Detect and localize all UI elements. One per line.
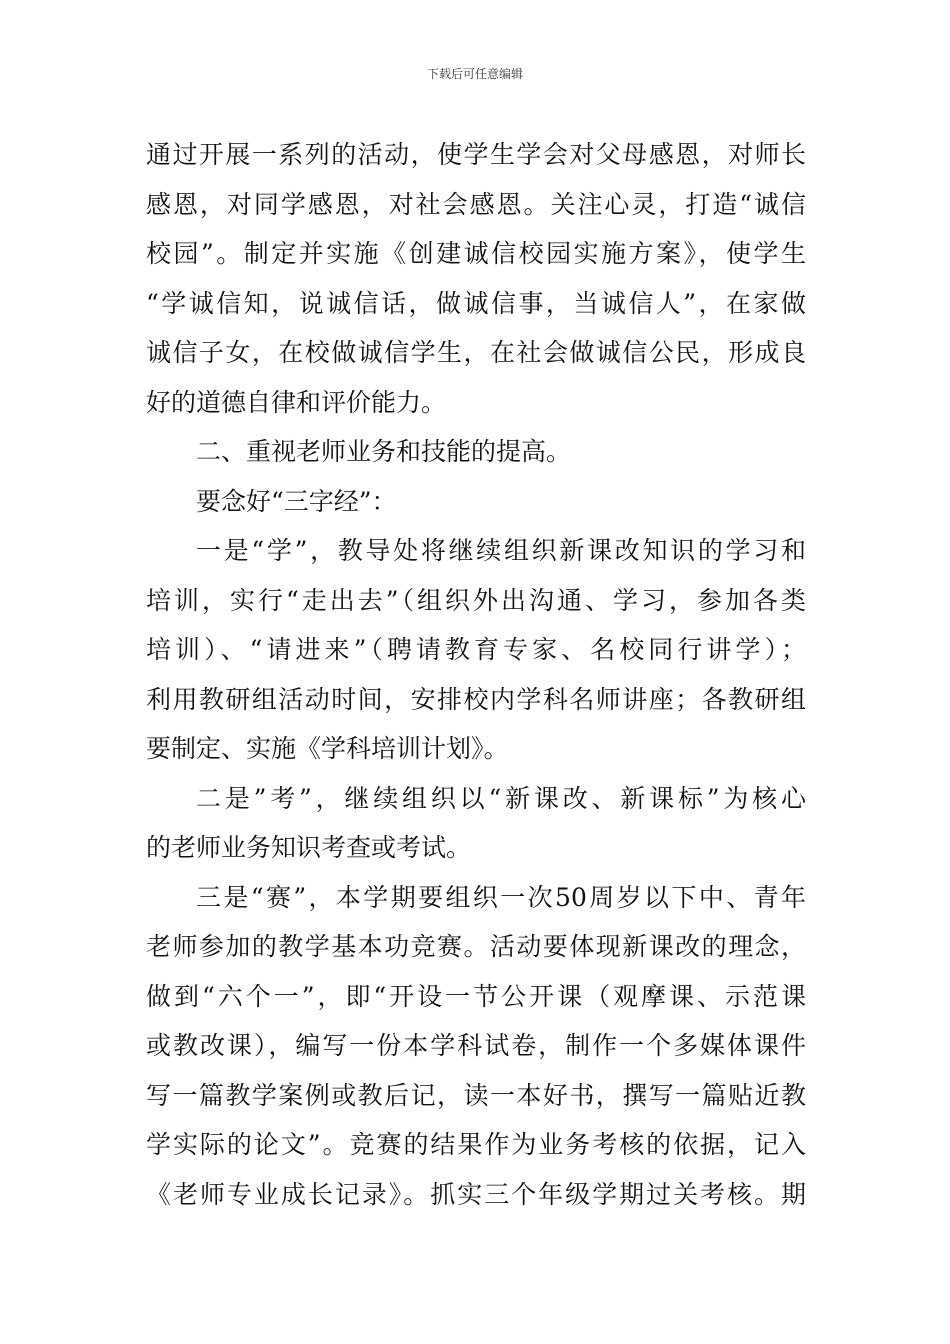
text-line: 要制定、实施《学科培训计划》。: [146, 734, 509, 763]
page-header: 下载后可任意编辑: [426, 67, 523, 81]
text-line: 感恩，对同学感恩，对社会感恩。关注心灵，打造“诚信: [146, 189, 806, 219]
text-line: “学诚信知，说诚信话，做诚信事，当诚信人”，在家做: [146, 288, 806, 318]
text-line: 或教改课），编写一份本学科试卷，制作一个多媒体课件: [146, 1031, 806, 1060]
text-line: 一是“学”，教导处将继续组织新课改知识的学习和: [196, 536, 806, 565]
text-line: 校园”。制定并实施《创建诚信校园实施方案》，使学生: [146, 239, 806, 268]
text-line: 做到“六个一”，即“开设一节公开课（观摩课、示范课: [146, 981, 806, 1011]
document-body: [146, 130, 806, 1219]
section-heading: 二、重视老师业务和技能的提高。: [196, 437, 572, 466]
text-line: 培训）、“请进来”（聘请教育专家、名校同行讲学）；: [146, 635, 806, 664]
text-line: 学实际的论文”。竞赛的结果作为业务考核的依据，记入: [146, 1130, 806, 1159]
text-line: 利用教研组活动时间，安排校内学科名师讲座；各教研组: [146, 684, 806, 714]
text-line: 的老师业务知识考查或考试。: [146, 833, 472, 862]
text-line: 要念好“三字经”：: [196, 486, 397, 516]
text-line: 二是”考”，继续组织以“新课改、新课标”为核心: [196, 783, 806, 813]
text-line: 通过开展一系列的活动，使学生学会对父母感恩，对师长: [146, 140, 806, 169]
text-line: 诚信子女，在校做诚信学生，在社会做诚信公民，形成良: [146, 338, 806, 367]
text-line: 培训，实行“走出去”（组织外出沟通、学习，参加各类: [146, 585, 806, 615]
text-line: 《老师专业成长记录》。抓实三个年级学期过关考核。期: [146, 1179, 806, 1209]
text-line: 三是“赛”，本学期要组织一次50周岁以下中、青年: [196, 882, 806, 912]
text-line: 老师参加的教学基本功竞赛。活动要体现新课改的理念，: [146, 932, 806, 961]
text-line: 写一篇教学案例或教后记，读一本好书，撰写一篇贴近教: [146, 1080, 806, 1110]
text-line: 好的道德自律和评价能力。: [146, 387, 447, 417]
